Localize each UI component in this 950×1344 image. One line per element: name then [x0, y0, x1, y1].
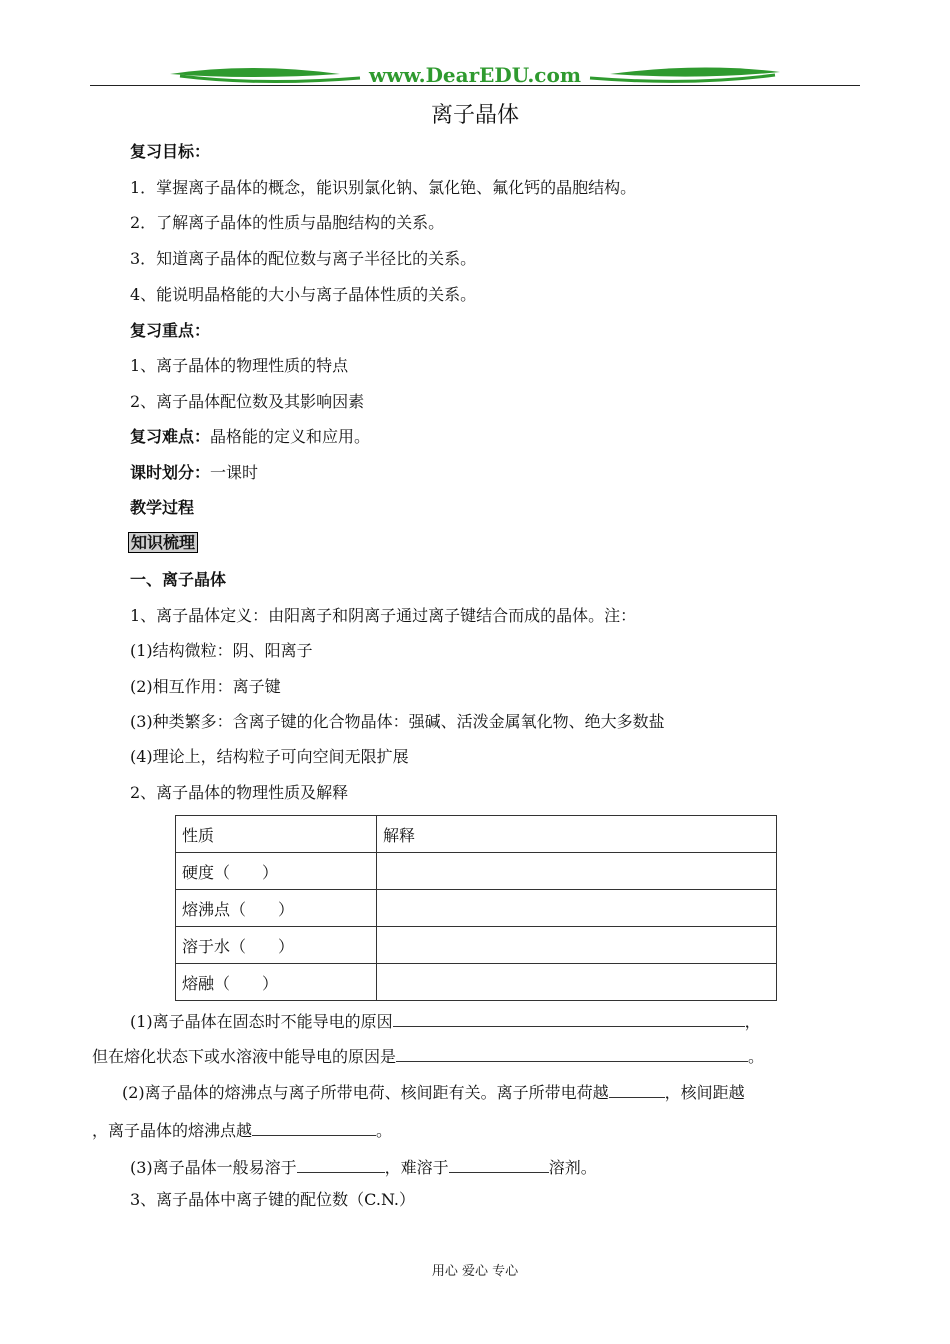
question-1a — [130, 1008, 761, 1033]
schedule-line — [130, 462, 258, 484]
table-row — [176, 890, 777, 927]
table-cell: 溶于水（ ） — [176, 927, 377, 964]
question-text: 溶剂。 — [548, 1158, 597, 1177]
knowledge-box — [128, 532, 198, 554]
question-1b — [92, 1043, 764, 1068]
objective-item: 4、能说明晶格能的大小与离子晶体性质的关系。 — [130, 285, 477, 304]
table-cell — [377, 927, 777, 964]
table-cell: 熔融（ ） — [176, 964, 377, 1001]
table-cell — [377, 964, 777, 1001]
note-item: (2)相互作用：离子键 — [130, 677, 281, 696]
difficulty-label: 复习难点： — [130, 427, 211, 446]
properties-table — [175, 815, 777, 1001]
question-text: ，核间距越 — [664, 1083, 745, 1102]
objective-item: 3．知道离子晶体的配位数与离子半径比的关系。 — [130, 249, 477, 268]
table-cell: 熔沸点（ ） — [176, 890, 377, 927]
properties-heading: 2、离子晶体的物理性质及解释 — [130, 783, 349, 802]
page-title: 离子晶体 — [430, 103, 519, 128]
knowledge-box-label: 知识梳理 — [128, 532, 198, 553]
table-row — [176, 853, 777, 890]
section-heading: 一、离子晶体 — [130, 570, 227, 589]
punctuation: ， — [744, 1012, 761, 1031]
answer-blank[interactable] — [449, 1154, 549, 1173]
question-text: (1)离子晶体在固态时不能导电的原因 — [130, 1012, 393, 1031]
answer-blank[interactable] — [393, 1008, 745, 1027]
note-item: (3)种类繁多：含离子键的化合物晶体：强碱、活泼金属氧化物、绝大多数盐 — [130, 712, 665, 731]
question-text: 但在熔化状态下或水溶液中能导电的原因是 — [92, 1047, 397, 1066]
question-2a — [122, 1079, 745, 1104]
note-item: (1)结构微粒：阴、阳离子 — [130, 641, 313, 660]
process-heading: 教学过程 — [130, 498, 195, 517]
table-cell — [377, 890, 777, 927]
page-footer: 用心 爱心 专心 — [431, 1264, 519, 1279]
question-text: ，离子晶体的熔沸点越 — [92, 1121, 253, 1140]
punctuation: 。 — [748, 1047, 765, 1066]
table-row — [176, 964, 777, 1001]
coordination-heading: 3、离子晶体中离子键的配位数（C.N.） — [130, 1190, 416, 1209]
table-cell: 硬度（ ） — [176, 853, 377, 890]
objective-item: 2．了解离子晶体的性质与晶胞结构的关系。 — [130, 213, 445, 232]
key-point-item: 1、离子晶体的物理性质的特点 — [130, 356, 349, 375]
table-header-row — [176, 816, 777, 853]
question-3 — [130, 1154, 597, 1179]
key-point-item: 2、离子晶体配位数及其影响因素 — [130, 392, 365, 411]
table-header-cell: 解释 — [377, 816, 777, 853]
table-cell — [377, 853, 777, 890]
difficulty-text: 晶格能的定义和应用。 — [210, 427, 371, 446]
question-2b — [92, 1117, 392, 1142]
definition-text: 1、离子晶体定义：由阳离子和阴离子通过离子键结合而成的晶体。注： — [130, 606, 637, 625]
key-points-heading: 复习重点： — [130, 321, 211, 340]
schedule-text: 一课时 — [210, 463, 259, 482]
logo-text: www.DearEDU.com — [368, 63, 582, 87]
question-text: ，难溶于 — [384, 1158, 449, 1177]
question-text: (2)离子晶体的熔沸点与离子所带电荷、核间距有关。离子所带电荷越 — [122, 1083, 609, 1102]
answer-blank[interactable] — [252, 1117, 376, 1136]
schedule-label: 课时划分： — [130, 463, 211, 482]
header-rule — [90, 85, 860, 86]
objectives-heading: 复习目标： — [130, 142, 211, 161]
punctuation: 。 — [376, 1121, 393, 1140]
objective-item: 1．掌握离子晶体的概念，能识别氯化钠、氯化铯、氟化钙的晶胞结构。 — [130, 178, 637, 197]
answer-blank[interactable] — [609, 1079, 665, 1098]
question-text: (3)离子晶体一般易溶于 — [130, 1158, 297, 1177]
table-row — [176, 927, 777, 964]
answer-blank[interactable] — [297, 1154, 385, 1173]
difficulty-line — [130, 426, 370, 448]
note-item: (4)理论上，结构粒子可向空间无限扩展 — [130, 747, 409, 766]
table-header-cell: 性质 — [176, 816, 377, 853]
answer-blank[interactable] — [396, 1043, 748, 1062]
